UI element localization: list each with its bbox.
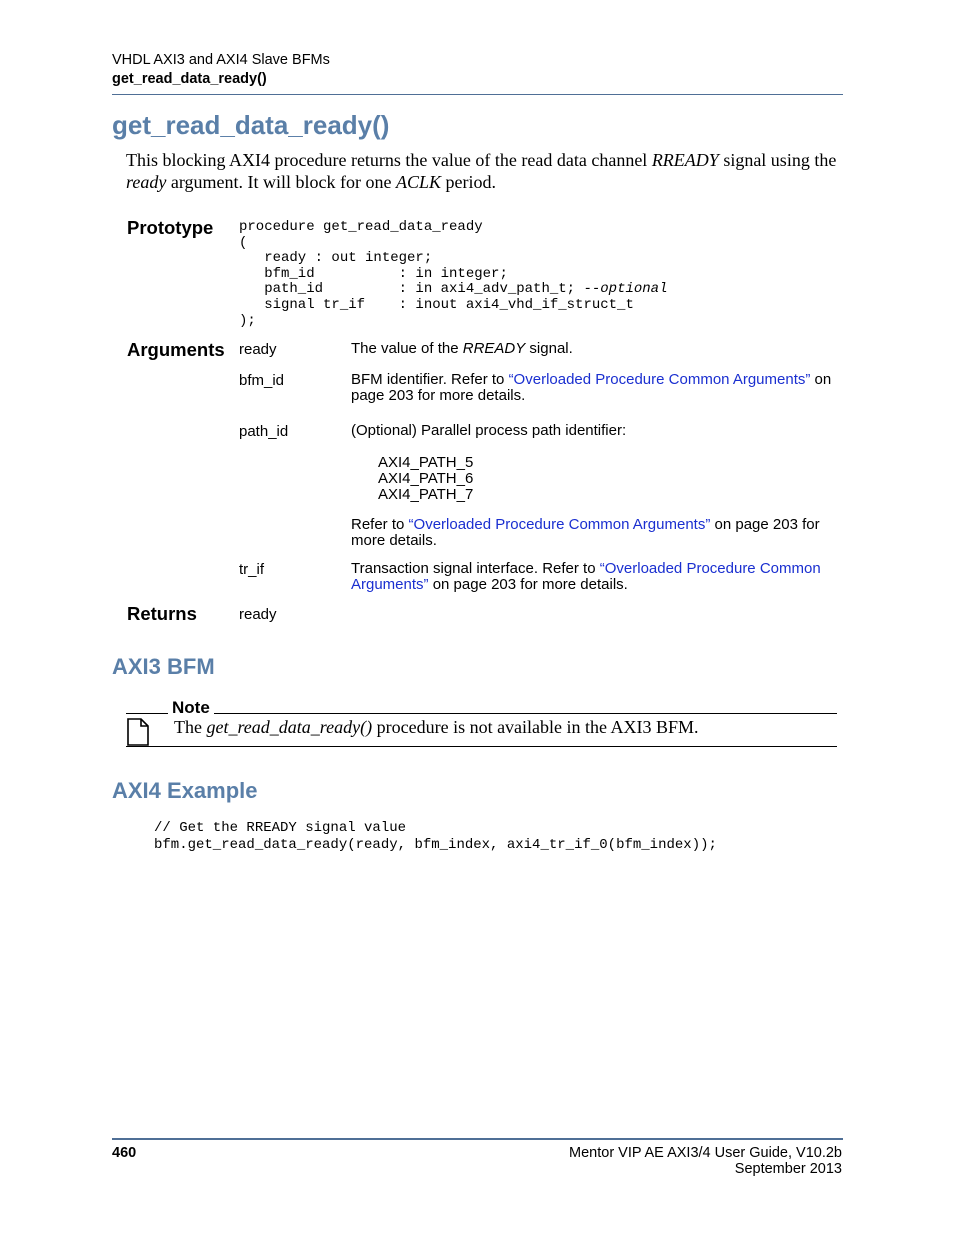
arg-desc-path-id: (Optional) Parallel process path identifier: [351,422,627,439]
prototype-code-comment: --optional [583,281,668,298]
axi3-heading: AXI3 BFM [112,654,215,679]
path-id-value: AXI4_PATH_7 [378,486,474,503]
arg-name-ready: ready [239,341,277,358]
note-text [174,717,699,738]
arg-desc-path-id-ref [351,517,846,549]
note-text-part: The [174,717,207,737]
cross-reference-link[interactable]: “Overloaded Procedure Common Arguments” [408,516,711,533]
arg-desc-text: Transaction signal interface. Refer to [351,560,600,577]
page-number: 460 [112,1145,137,1161]
note-text-part: procedure is not available in the AXI3 BFM. [372,717,699,737]
arg-desc-text: on page 203 for more details. [351,516,820,549]
arg-desc-text: signal. [525,340,573,357]
returns-label: Returns [127,603,197,624]
arg-desc-signal: RREADY [462,340,526,357]
intro-text: signal using the [718,150,837,170]
intro-paragraph [126,149,846,193]
arg-desc-text: Refer to [351,516,409,533]
arg-desc-text: The value of the [351,340,463,357]
page-title: get_read_data_ready() [112,110,390,140]
axi4-heading: AXI4 Example [112,778,258,803]
note-top-rule [126,713,837,714]
prototype-code-text-end: signal tr_if : inout axi4_vhd_if_struct_t ); [239,296,634,329]
prototype-code [239,220,667,329]
arg-desc-bfm-id [351,372,846,404]
path-id-values [378,455,578,503]
arg-name-path-id: path_id [239,423,289,440]
intro-text: argument. It will block for one [166,172,396,192]
arg-name-tr-if: tr_if [239,561,265,578]
arg-desc-text: on page 203 for more details. [428,576,628,593]
footer-rule [112,1138,843,1140]
note-bottom-rule [126,746,837,747]
arg-desc-text: BFM identifier. Refer to [351,371,509,388]
returns-value: ready [239,606,277,623]
arg-desc-text: on page 203 for more details. [351,371,832,404]
running-header-topic: get_read_data_ready() [112,71,267,87]
intro-clock: ACLK [395,172,441,192]
path-id-value: AXI4_PATH_6 [378,470,474,487]
intro-argument: ready [126,172,167,192]
note-icon [126,718,150,746]
arg-desc-tr-if [351,561,846,593]
intro-signal: RREADY [651,150,719,170]
header-rule [112,94,843,95]
cross-reference-link[interactable]: “Overloaded Procedure Common Arguments” [351,560,821,593]
arguments-label: Arguments [127,339,225,360]
arg-name-bfm-id: bfm_id [239,372,285,389]
prototype-code-text: procedure get_read_data_ready ( ready : out integer; bfm_id : in integer; path_id : in axi4_adv_path_t; [239,219,576,298]
example-code: // Get the RREADY signal value bfm.get_read_data_ready(ready, bfm_index, axi4_tr_if_0(bfm_index)); [154,820,717,853]
note-label: Note [168,698,214,718]
footer-guide-title: Mentor VIP AE AXI3/4 User Guide, V10.2b [569,1145,842,1161]
footer-date: September 2013 [734,1161,842,1177]
path-id-value: AXI4_PATH_5 [378,454,474,471]
cross-reference-link[interactable]: “Overloaded Procedure Common Arguments” [508,371,811,388]
prototype-label: Prototype [127,217,214,238]
running-header-section: VHDL AXI3 and AXI4 Slave BFMs [112,52,330,68]
intro-text: This blocking AXI4 procedure returns the value of the read data channel [126,150,652,170]
note-procedure-name: get_read_data_ready() [206,717,373,737]
intro-text: period. [440,172,496,192]
arg-desc-ready [351,341,846,357]
